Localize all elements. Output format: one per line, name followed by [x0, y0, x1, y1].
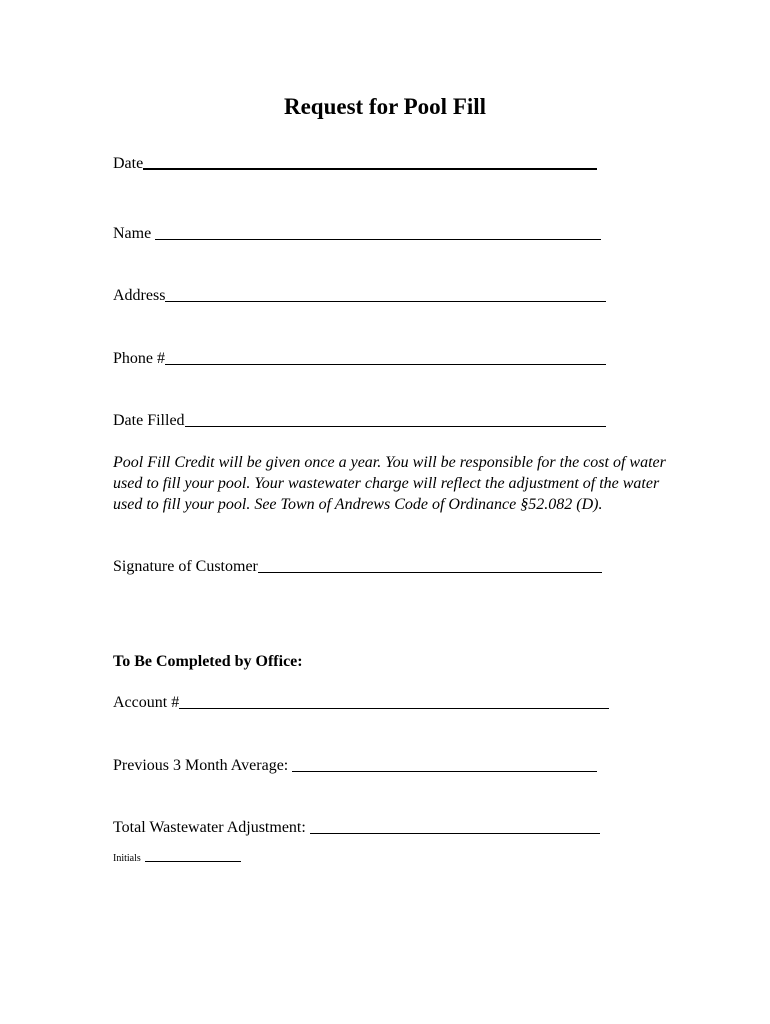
total-adjustment-label: Total Wastewater Adjustment:: [113, 819, 306, 836]
office-section-heading: To Be Completed by Office:: [113, 653, 303, 670]
address-label: Address: [113, 287, 166, 304]
address-field[interactable]: [165, 300, 606, 302]
initials-field[interactable]: [145, 860, 241, 862]
date-label: Date: [113, 155, 144, 172]
name-row: [113, 225, 601, 243]
previous-average-field[interactable]: [292, 770, 597, 772]
total-adjustment-field[interactable]: [310, 832, 600, 834]
phone-row: [113, 350, 606, 368]
name-label: Name: [113, 225, 152, 242]
account-row: [113, 694, 609, 712]
initials-label: Initials: [113, 853, 141, 864]
address-row: [113, 287, 606, 305]
account-field[interactable]: [179, 707, 609, 709]
date-row: [113, 155, 597, 173]
pool-fill-notice: Pool Fill Credit will be given once a year. You will be responsible for the cost of water used to fill your pool. Your wastewater charge will reflect the adjustment of the water used to fill your pool. See Town of Andrews Code of Ordinance §52.082 (D).: [113, 454, 666, 513]
date-filled-field[interactable]: [185, 425, 606, 427]
date-field[interactable]: [143, 167, 597, 170]
total-adjustment-row: [113, 819, 600, 837]
name-field[interactable]: [155, 238, 601, 240]
phone-field[interactable]: [165, 363, 606, 365]
previous-average-label: Previous 3 Month Average:: [113, 757, 289, 774]
signature-row: [113, 558, 602, 576]
initials-row: [113, 853, 241, 864]
signature-field[interactable]: [258, 571, 602, 573]
page-title: Request for Pool Fill: [283, 94, 487, 119]
date-filled-row: [113, 412, 606, 430]
phone-label: Phone #: [113, 350, 165, 367]
previous-average-row: [113, 757, 597, 775]
account-label: Account #: [113, 694, 180, 711]
date-filled-label: Date Filled: [113, 412, 185, 429]
signature-label: Signature of Customer: [113, 558, 258, 575]
